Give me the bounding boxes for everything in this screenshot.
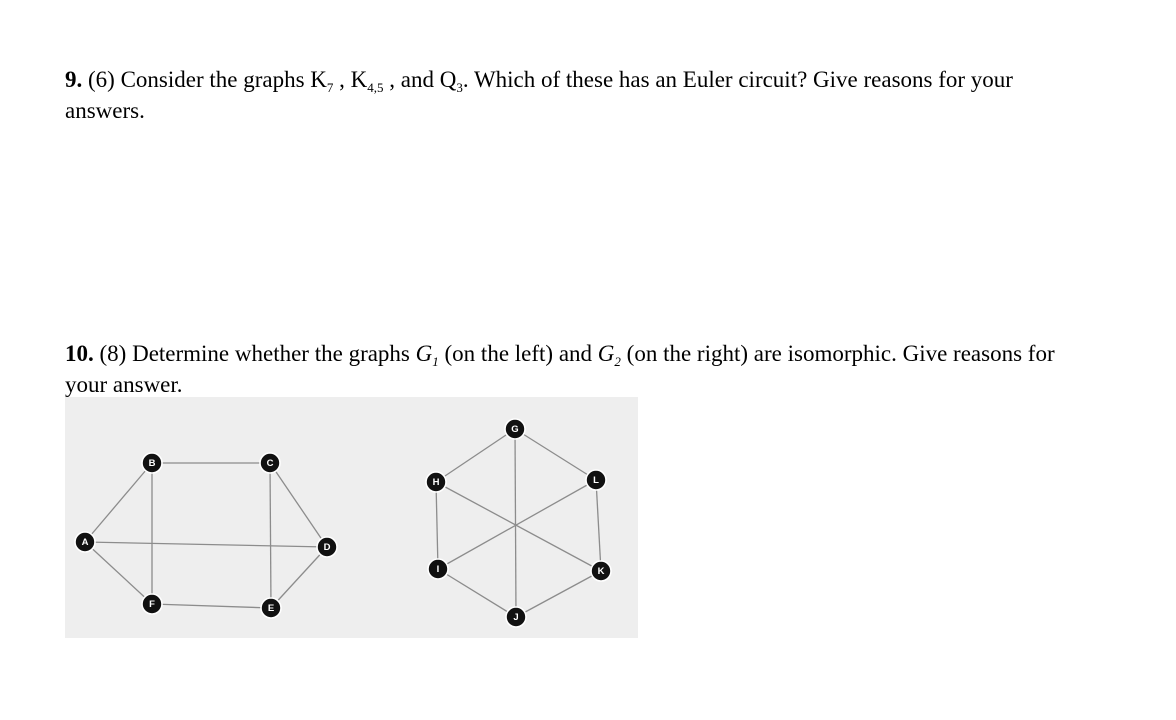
edge-d-e — [271, 547, 327, 608]
question-9-sub-a: 7 — [326, 80, 334, 95]
question-9-sub-b: 4,5 — [367, 80, 384, 95]
vertex-e — [261, 598, 281, 618]
edge-c-d — [270, 463, 327, 547]
vertex-label: F — [149, 599, 155, 610]
graph-figure — [65, 397, 638, 638]
vertex-a — [75, 532, 95, 552]
question-10 — [65, 338, 1095, 400]
edge-c-e — [270, 463, 271, 608]
edge-e-f — [152, 604, 271, 608]
question-10-text-a: Determine whether the graphs — [132, 341, 416, 366]
vertex-g — [505, 419, 525, 439]
vertex-h — [426, 472, 446, 492]
edge-g-j — [515, 429, 516, 617]
vertex-f — [142, 594, 162, 614]
graph-figure-panel — [65, 397, 638, 638]
question-10-text-c: (on the right) are isomorphic. Give reasons for your answer. — [65, 341, 1055, 397]
edge-k-l — [596, 480, 601, 571]
question-9-text-c: , and Q — [389, 67, 457, 92]
vertex-b — [142, 453, 162, 473]
graph-g2-subscript: 2 — [614, 354, 621, 369]
vertex-l — [586, 470, 606, 490]
question-10-points: (8) — [99, 341, 127, 366]
vertex-label: D — [323, 542, 331, 553]
vertex-label: H — [432, 477, 440, 488]
vertex-j — [506, 607, 526, 627]
vertex-label: J — [513, 612, 519, 623]
question-9-points: (6) — [88, 67, 115, 92]
question-9-text-d: . Which of these has an Euler circuit? Give reasons for your answers. — [65, 67, 1013, 123]
vertex-label: K — [597, 566, 605, 577]
graph-g1-symbol: G — [415, 341, 433, 366]
graph-g1-subscript: 1 — [432, 354, 439, 369]
question-10-text-b: (on the left) and — [438, 341, 598, 366]
vertex-c — [260, 453, 280, 473]
edge-g-l — [515, 429, 596, 480]
vertex-label: C — [266, 458, 274, 469]
vertex-label: L — [593, 475, 599, 486]
vertex-d — [317, 537, 337, 557]
edge-h-i — [436, 482, 438, 569]
question-9-text-a: Consider the graphs K — [120, 67, 327, 92]
vertex-label: B — [148, 458, 156, 469]
edge-f-a — [85, 542, 152, 604]
question-9 — [65, 64, 1095, 126]
vertex-i — [428, 559, 448, 579]
question-9-number: 9. — [65, 67, 83, 92]
question-10-number: 10. — [65, 341, 94, 366]
question-9-sub-c: 3 — [456, 80, 463, 95]
edge-g-h — [436, 429, 515, 482]
edge-h-k — [436, 482, 601, 571]
question-9-text-b: , K — [339, 67, 368, 92]
vertex-label: E — [267, 603, 275, 614]
edge-a-d — [85, 542, 327, 547]
vertex-label: A — [81, 537, 89, 548]
edge-i-j — [438, 569, 516, 617]
vertex-k — [591, 561, 611, 581]
graph-g2-symbol: G — [597, 341, 615, 366]
vertex-label: I — [436, 564, 440, 575]
vertex-label: G — [511, 424, 519, 435]
edge-a-b — [85, 463, 152, 542]
edge-j-k — [516, 571, 601, 617]
